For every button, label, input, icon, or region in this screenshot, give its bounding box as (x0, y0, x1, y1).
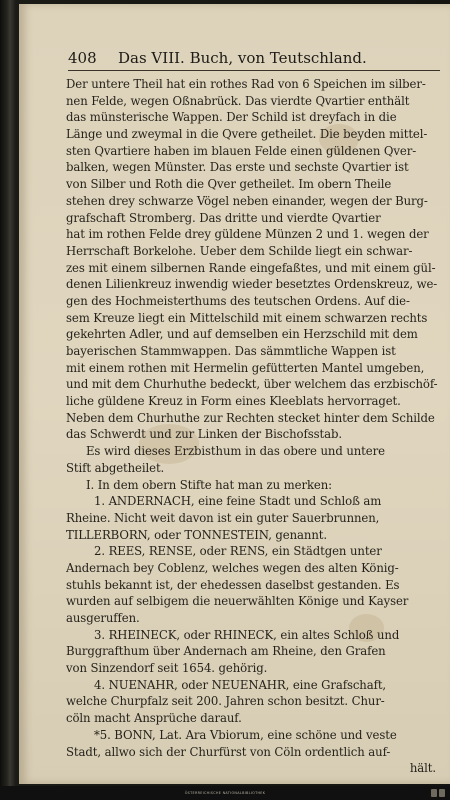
text-line: von Silber und Roth die Qver getheilet. Im obern Theile (66, 177, 392, 192)
text-line: Länge und zweymal in die Qvere getheilet. Die beyden mittel- (66, 127, 428, 142)
page-header (68, 49, 388, 67)
text-line: stehen drey schwarze Vögel neben einander, wegen der Burg- (66, 193, 428, 208)
text-line: TILLERBORN, oder TONNESTEIN, genannt. (66, 527, 327, 542)
text-line: sten Qvartiere haben im blauen Felde einen güldenen Qver- (66, 143, 417, 158)
header-rule (68, 70, 440, 71)
text-line: gen des Hochmeisterthums des teutschen Ordens. Auf die- (66, 293, 410, 308)
text-line: denen Lilienkreuz inwendig wieder besetztes Ordenskreuz, we- (66, 277, 438, 292)
text-line: wurden auf selbigem die neuerwählten Könige und Kayser (66, 594, 409, 609)
text-line: ausgeruffen. (66, 611, 140, 625)
text-line: 4. NUENAHR, oder NEUENAHR, eine Grafschaft, (94, 677, 387, 692)
text-line: Burggrafthum über Andernach am Rheine, den Grafen (66, 644, 386, 659)
text-line: hält. (409, 761, 436, 776)
page-number: 408 (68, 49, 97, 67)
text-line: zes mit einem silbernen Rande eingefaßtes, und mit einem gül- (66, 260, 436, 275)
text-line: nen Felde, wegen Oßnabrück. Das vierdte Qvartier enthält (66, 93, 410, 108)
text-line: Herrschaft Borkelohe. Ueber dem Schilde liegt ein schwar- (66, 243, 413, 258)
text-line: balken, wegen Münster. Das erste und sechste Qvartier ist (66, 160, 409, 175)
text-line: Rheine. Nicht weit davon ist ein guter Sauerbrunnen, (66, 510, 380, 525)
text-line: Es wird dieses Erzbisthum in das obere und untere (86, 444, 385, 459)
text-line: stuhls bekannt ist, der ehedessen daselbst gestanden. Es (66, 577, 400, 592)
text-line: Stift abgetheilet. (66, 460, 165, 475)
footer-label: ÖSTERREICHISCHE NATIONALBIBLIOTHEK (184, 791, 266, 795)
text-line: hat im rothen Felde drey güldene Münzen 2 und 1. wegen der (66, 227, 429, 242)
text-line: bayerischen Stammwappen. Das sämmtliche Wappen ist (66, 344, 396, 358)
text-line: und mit dem Churhuthe bedeckt, über welchem das erzbischöf- (66, 377, 438, 392)
text-line: 1. ANDERNACH, eine feine Stadt und Schloß am (94, 494, 382, 509)
text-line: gekehrten Adler, und auf demselben ein Herzschild mit dem (66, 327, 418, 342)
text-line: das münsterische Wappen. Der Schild ist dreyfach in die (66, 110, 397, 125)
page-body-text (66, 76, 440, 777)
text-line: 2. REES, RENSE, oder RENS, ein Städtgen unter (94, 544, 382, 559)
text-line: grafschaft Stromberg. Das dritte und vierdte Qvartier (66, 210, 381, 225)
text-line: von Sinzendorf seit 1654. gehörig. (66, 661, 268, 676)
text-line: Neben dem Churhuthe zur Rechten stecket hinter dem Schilde (66, 410, 435, 425)
footer-bar (0, 786, 450, 800)
text-line: Der untere Theil hat ein rothes Rad von 6 Speichen im silber- (66, 77, 426, 91)
text-line: liche güldene Kreuz in Form eines Kleeblats hervorraget. (66, 394, 401, 409)
text-line: Stadt, allwo sich der Churfürst von Cöln ordentlich auf- (66, 744, 391, 759)
text-line: I. In dem obern Stifte hat man zu merken: (86, 477, 333, 492)
text-line: *5. BONN, Lat. Ara Vbiorum, eine schöne und veste (94, 727, 397, 742)
library-logo-icon (431, 789, 445, 797)
text-line: sem Kreuze liegt ein Mittelschild mit einem schwarzen rechts (66, 310, 428, 325)
text-line: cöln macht Ansprüche darauf. (66, 711, 242, 726)
running-title: Das VIII. Buch, von Teutschland. (118, 49, 367, 67)
text-line: Andernach bey Coblenz, welches wegen des alten König- (66, 560, 399, 575)
text-line: 3. RHEINECK, oder RHINECK, ein altes Schloß und (94, 627, 400, 642)
text-line: mit einem rothen mit Hermelin gefütterten Mantel umgeben, (66, 360, 425, 375)
text-line: das Schwerdt und zur Linken der Bischofsstab. (66, 427, 342, 442)
text-line: welche Churpfalz seit 200. Jahren schon besitzt. Chur- (66, 694, 385, 709)
